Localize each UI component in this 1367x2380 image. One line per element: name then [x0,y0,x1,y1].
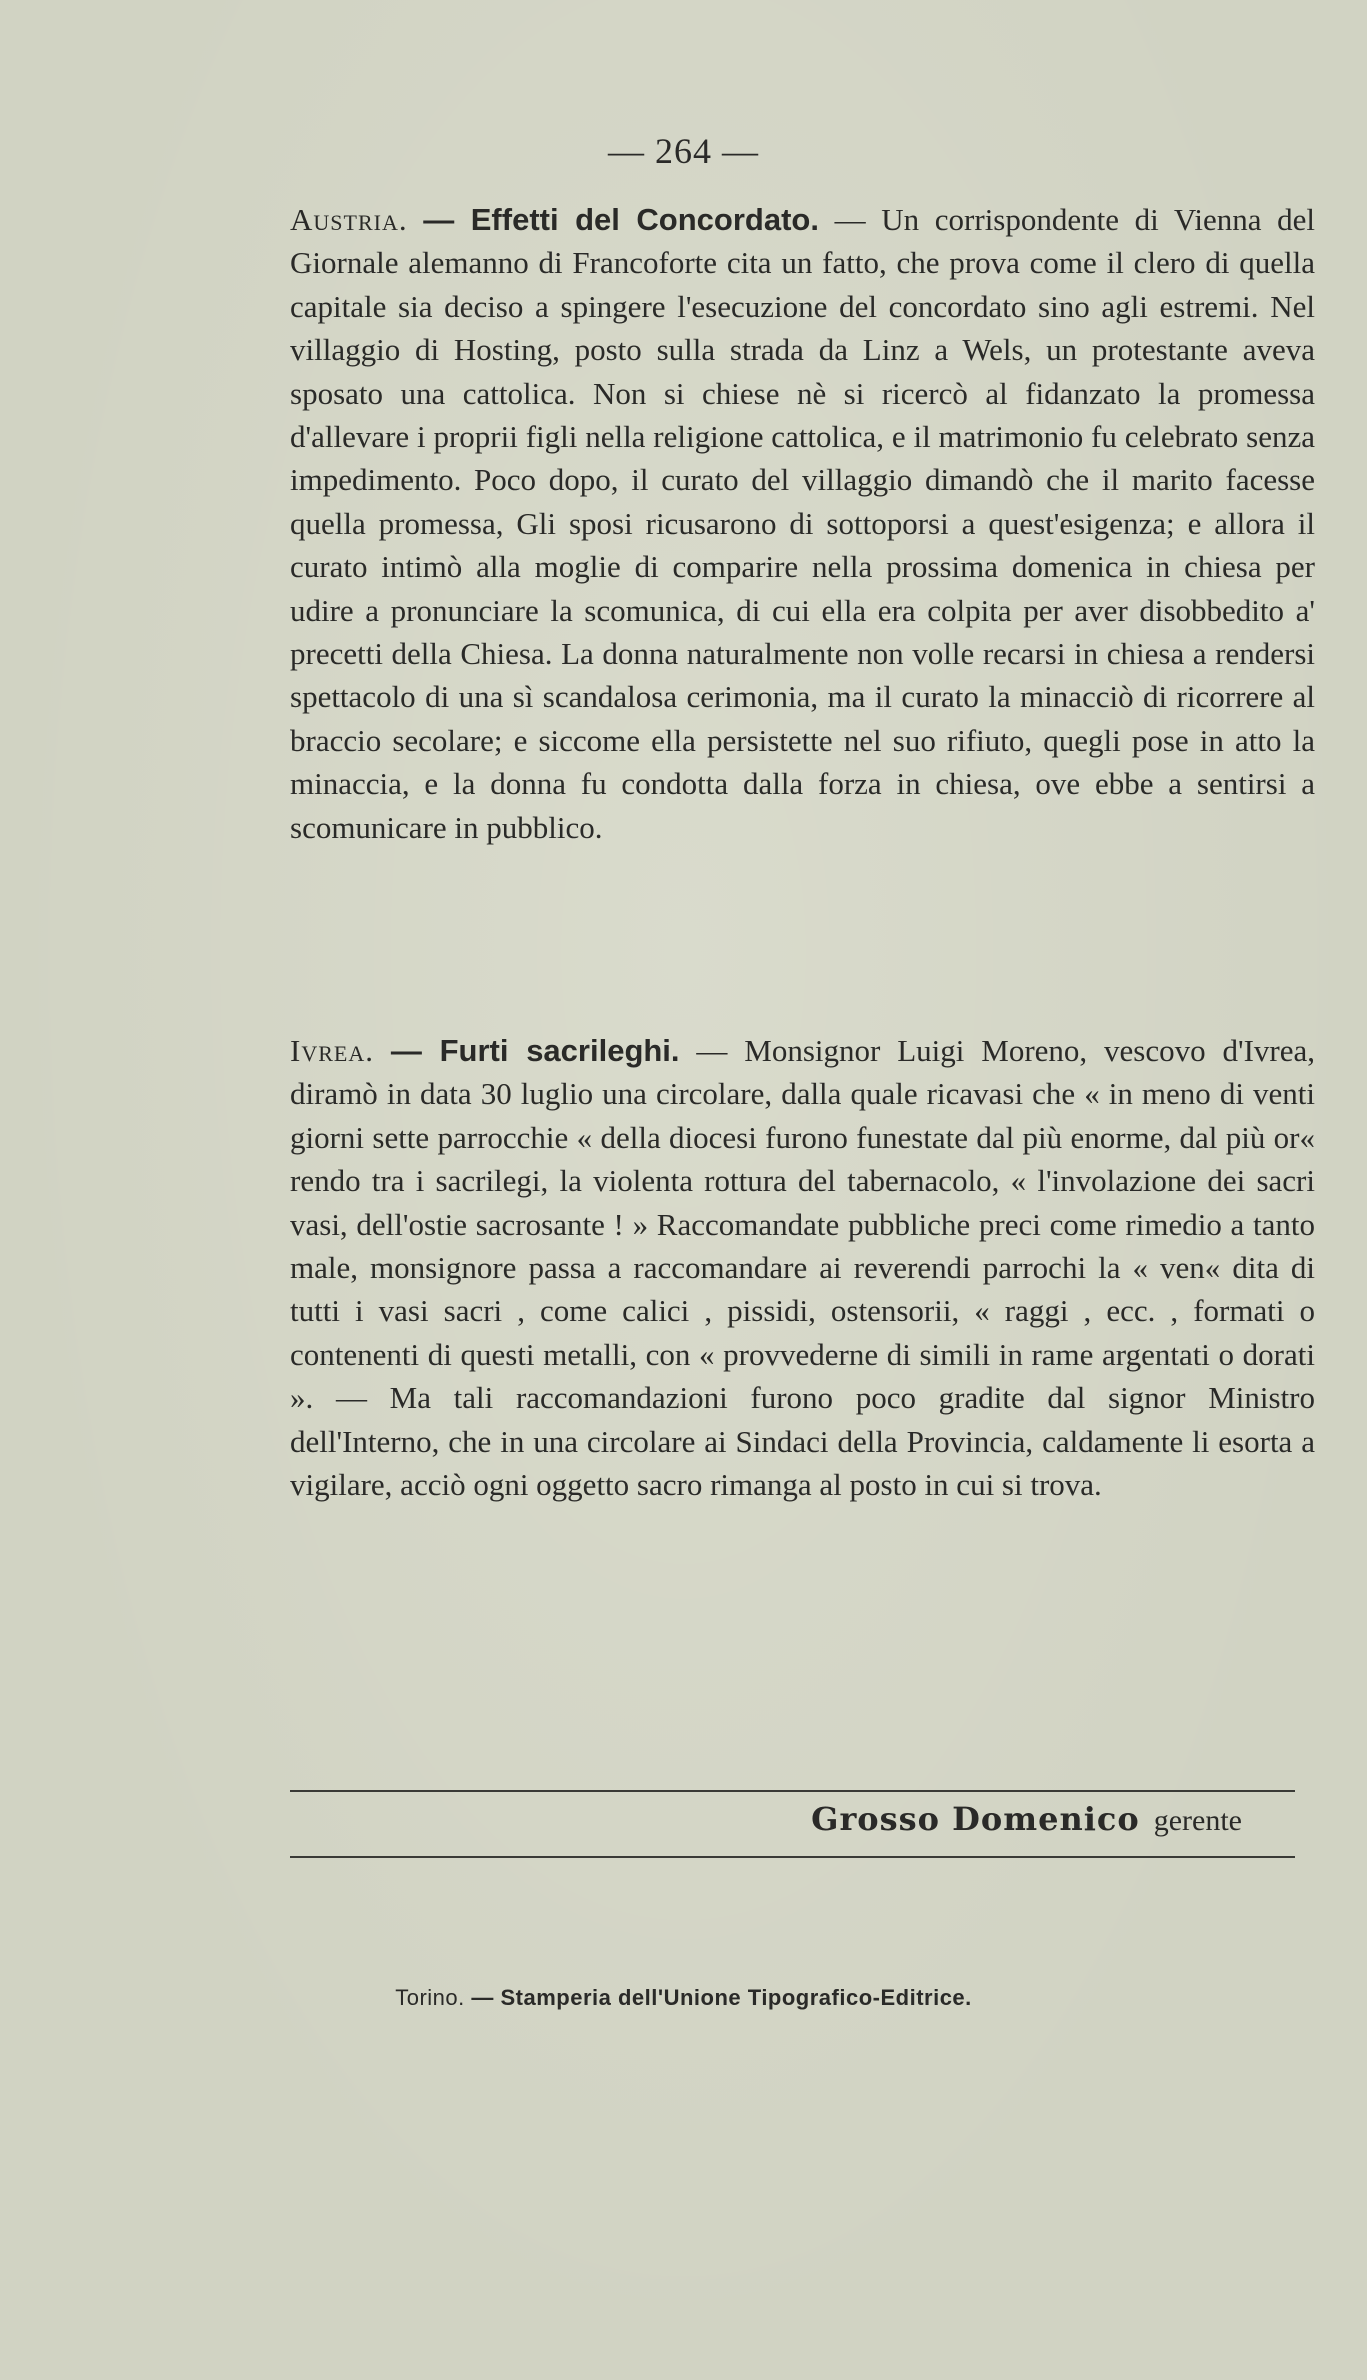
article-heading: — Effetti del Concordato. [423,202,819,237]
article-body: — Monsignor Luigi Moreno, vescovo d'Ivrea, diramò in data 30 luglio una circolare, dalla quale ricavasi che « in meno di venti giorni sette parrocchie « della diocesi furono funestate dal più enorme, dal più or« rendo tra i sacrilegi, la violenta rottura del tabernacolo, « l'involazione dei sacri vasi, dell'ostie sacrosante ! » Raccomandate pubbliche preci come rimedio a tanto male, monsignore passa a raccomandare ai reverendi parrochi la « ven« dita di tutti i vasi sacri , come calici , pissidi, ostensorii, « raggi , ecc. , formati o contenenti di questi metalli, con « provvederne di simili in rame argentati o dorati ». — Ma tali raccomandazioni furono poco gradite dal signor Ministro dell'Interno, che in una circolare ai Sindaci della Provincia, caldamente li esorta a vigilare, acciò ogni oggetto sacro rimanga al posto in cui si trova. [290,1033,1315,1503]
article-paragraph [290,1029,1315,1506]
signature-name: Grosso Domenico [811,1800,1140,1838]
signature [811,1800,1242,1838]
page-number: — 264 — [608,131,759,171]
article-heading: — Furti sacrileghi. [390,1033,680,1068]
article-paragraph [290,198,1315,849]
divider-rule-top [290,1790,1295,1792]
divider-rule-bottom [290,1856,1295,1858]
imprint-city: Torino. [395,1985,465,2010]
imprint-press: — Stamperia dell'Unione Tipografico-Editrice. [471,1985,972,2010]
article-body: — Un corrispondente di Vienna del Giornale alemanno di Francoforte cita un fatto, che prova come il clero di quella capitale sia deciso a spingere l'esecuzione del concordato sino agli estremi. Nel villaggio di Hosting, posto sulla strada da Linz a Wels, un protestante aveva sposato una cattolica. Non si chiese nè si ricercò al fidanzato la promessa d'allevare i proprii figli nella religione cattolica, e il matrimonio fu celebrato senza impedimento. Poco dopo, il curato del villaggio dimandò che il marito facesse quella promessa, Gli sposi ricusarono di sottoporsi a quest'esigenza; e allora il curato intimò alla moglie di comparire nella prossima domenica in chiesa per udire a pronunciare la scomunica, di cui ella era colpita per aver disobbedito a' precetti della Chiesa. La donna naturalmente non volle recarsi in chiesa a rendersi spettacolo di una sì scandalosa cerimonia, ma il curato la minacciò di ricorrere al braccio secolare; e siccome ella persistette nel suo rifiuto, quegli pose in atto la minaccia, e la donna fu condotta dalla forza in chiesa, ove ebbe a sentirsi a scomunicare in pubblico. [290,202,1316,845]
article-place: Austria. [290,202,408,237]
article-place: Ivrea. [290,1033,374,1068]
article-austria [290,198,1315,849]
article-ivrea [290,1029,1315,1506]
signature-role: gerente [1153,1804,1242,1837]
printer-imprint [0,1985,1367,2011]
